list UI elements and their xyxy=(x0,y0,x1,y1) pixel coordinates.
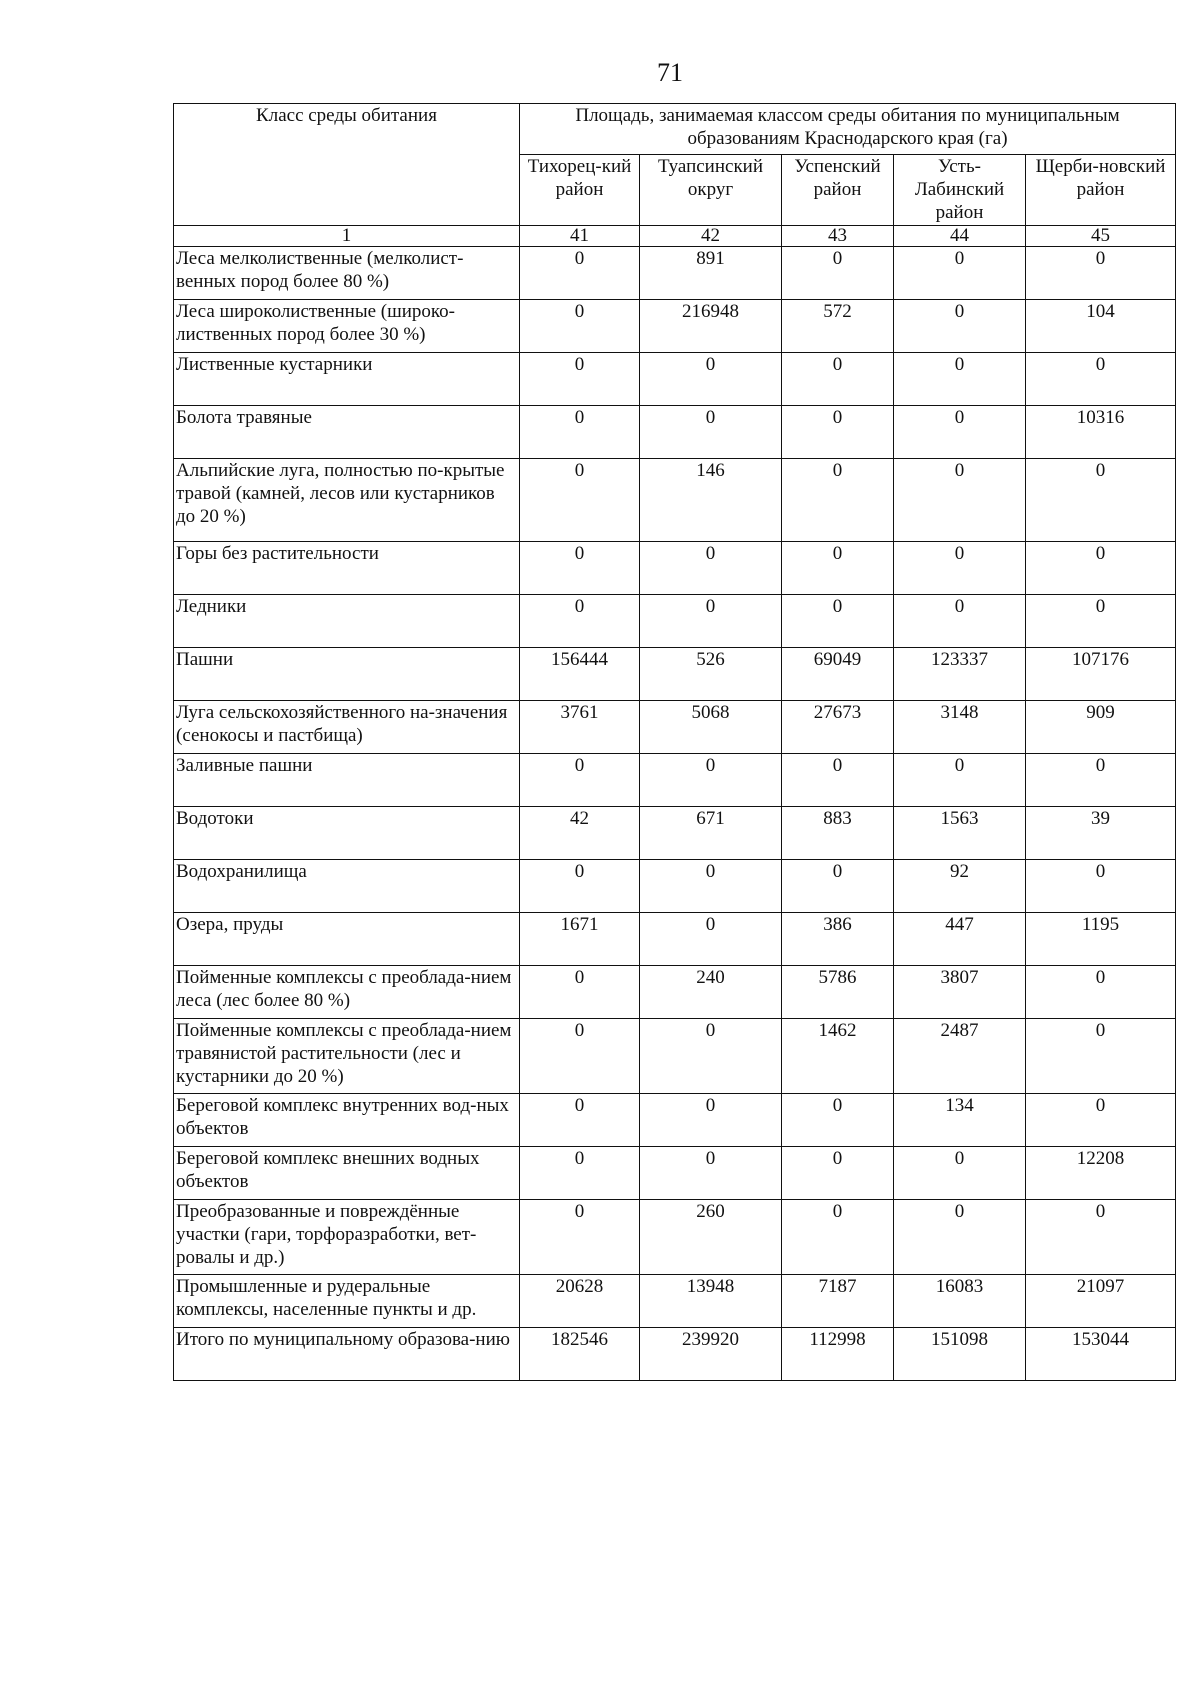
habitat-class-name: Промышленные и рудеральные комплексы, населенные пункты и др. xyxy=(174,1275,520,1328)
habitat-area-table xyxy=(173,103,1176,1381)
table-body xyxy=(174,226,1176,1381)
class-column-header: Класс среды обитания xyxy=(174,104,520,226)
area-value: 0 xyxy=(894,406,1026,459)
area-value: 0 xyxy=(782,459,894,542)
area-value: 0 xyxy=(1026,1019,1176,1094)
area-group-header: Площадь, занимаемая классом среды обитания по муниципальным образованиям Краснодарского края (га) xyxy=(520,104,1176,155)
column-number: 45 xyxy=(1026,226,1176,247)
habitat-class-name: Преобразованные и повреждённые участки (гари, торфоразработки, вет-ровалы и др.) xyxy=(174,1200,520,1275)
table-row xyxy=(174,1019,1176,1094)
habitat-class-name: Пойменные комплексы с преоблада-нием травянистой растительности (лес и кустарники до 20 %) xyxy=(174,1019,520,1094)
area-value: 883 xyxy=(782,807,894,860)
total-value: 151098 xyxy=(894,1328,1026,1381)
area-value: 3807 xyxy=(894,966,1026,1019)
habitat-class-name: Альпийские луга, полностью по-крытые травой (камней, лесов или кустарников до 20 %) xyxy=(174,459,520,542)
area-value: 0 xyxy=(1026,860,1176,913)
table-row xyxy=(174,300,1176,353)
area-value: 0 xyxy=(894,595,1026,648)
area-value: 20628 xyxy=(520,1275,640,1328)
area-value: 0 xyxy=(894,247,1026,300)
area-value: 134 xyxy=(894,1094,1026,1147)
area-value: 107176 xyxy=(1026,648,1176,701)
area-value: 447 xyxy=(894,913,1026,966)
area-value: 146 xyxy=(640,459,782,542)
table-row xyxy=(174,860,1176,913)
area-value: 0 xyxy=(640,860,782,913)
habitat-class-name: Лиственные кустарники xyxy=(174,353,520,406)
table-row xyxy=(174,1200,1176,1275)
area-value: 0 xyxy=(782,754,894,807)
habitat-class-name: Леса широколиственные (широко-лиственных пород более 30 %) xyxy=(174,300,520,353)
area-value: 0 xyxy=(1026,1094,1176,1147)
total-label: Итого по муниципальному образова-нию xyxy=(174,1328,520,1381)
area-value: 5786 xyxy=(782,966,894,1019)
column-number: 43 xyxy=(782,226,894,247)
area-value: 0 xyxy=(520,1094,640,1147)
column-number: 42 xyxy=(640,226,782,247)
habitat-class-name: Озера, пруды xyxy=(174,913,520,966)
area-value: 0 xyxy=(640,595,782,648)
area-value: 5068 xyxy=(640,701,782,754)
column-header-tikhoretsk: Тихорец-кий район xyxy=(520,155,640,226)
area-value: 0 xyxy=(1026,595,1176,648)
area-value: 0 xyxy=(894,1147,1026,1200)
area-value: 0 xyxy=(894,300,1026,353)
area-value: 0 xyxy=(894,542,1026,595)
area-value: 216948 xyxy=(640,300,782,353)
column-number: 41 xyxy=(520,226,640,247)
area-value: 0 xyxy=(520,1200,640,1275)
table-row xyxy=(174,701,1176,754)
habitat-class-name: Луга сельскохозяйственного на-значения (сенокосы и пастбища) xyxy=(174,701,520,754)
area-value: 0 xyxy=(1026,754,1176,807)
table-row xyxy=(174,754,1176,807)
area-value: 27673 xyxy=(782,701,894,754)
table-row xyxy=(174,353,1176,406)
area-value: 92 xyxy=(894,860,1026,913)
area-value: 1563 xyxy=(894,807,1026,860)
area-value: 526 xyxy=(640,648,782,701)
area-value: 2487 xyxy=(894,1019,1026,1094)
habitat-class-name: Горы без растительности xyxy=(174,542,520,595)
habitat-class-name: Водотоки xyxy=(174,807,520,860)
column-header-uspensky: Успенский район xyxy=(782,155,894,226)
habitat-class-name: Водохранилища xyxy=(174,860,520,913)
area-value: 0 xyxy=(1026,542,1176,595)
habitat-class-name: Пойменные комплексы с преоблада-нием леса (лес более 80 %) xyxy=(174,966,520,1019)
area-value: 69049 xyxy=(782,648,894,701)
area-value: 0 xyxy=(520,966,640,1019)
area-value: 891 xyxy=(640,247,782,300)
area-value: 21097 xyxy=(1026,1275,1176,1328)
area-value: 0 xyxy=(894,754,1026,807)
area-value: 1671 xyxy=(520,913,640,966)
area-value: 123337 xyxy=(894,648,1026,701)
area-value: 0 xyxy=(782,595,894,648)
total-value: 153044 xyxy=(1026,1328,1176,1381)
area-value: 0 xyxy=(520,1019,640,1094)
column-number-row xyxy=(174,226,1176,247)
area-value: 10316 xyxy=(1026,406,1176,459)
area-value: 0 xyxy=(782,542,894,595)
area-value: 0 xyxy=(1026,966,1176,1019)
area-value: 0 xyxy=(520,1147,640,1200)
table-row xyxy=(174,1147,1176,1200)
area-value: 156444 xyxy=(520,648,640,701)
habitat-class-name: Заливные пашни xyxy=(174,754,520,807)
area-value: 0 xyxy=(520,247,640,300)
area-value: 671 xyxy=(640,807,782,860)
total-value: 239920 xyxy=(640,1328,782,1381)
area-value: 0 xyxy=(520,459,640,542)
area-value: 260 xyxy=(640,1200,782,1275)
area-value: 39 xyxy=(1026,807,1176,860)
area-value: 0 xyxy=(782,860,894,913)
area-value: 7187 xyxy=(782,1275,894,1328)
area-value: 909 xyxy=(1026,701,1176,754)
area-value: 0 xyxy=(520,860,640,913)
area-value: 0 xyxy=(894,353,1026,406)
area-value: 1195 xyxy=(1026,913,1176,966)
area-value: 0 xyxy=(782,353,894,406)
table-row xyxy=(174,542,1176,595)
table-row xyxy=(174,966,1176,1019)
table-row xyxy=(174,406,1176,459)
column-header-shcherbinovsky: Щерби-новский район xyxy=(1026,155,1176,226)
table-row xyxy=(174,459,1176,542)
column-number: 44 xyxy=(894,226,1026,247)
area-value: 3761 xyxy=(520,701,640,754)
area-value: 0 xyxy=(782,406,894,459)
area-value: 13948 xyxy=(640,1275,782,1328)
table-row xyxy=(174,1094,1176,1147)
area-value: 0 xyxy=(640,1019,782,1094)
area-value: 0 xyxy=(1026,459,1176,542)
area-value: 0 xyxy=(520,406,640,459)
area-value: 0 xyxy=(640,1094,782,1147)
total-value: 182546 xyxy=(520,1328,640,1381)
habitat-class-name: Болота травяные xyxy=(174,406,520,459)
page-number: 71 xyxy=(657,58,683,87)
table-row xyxy=(174,807,1176,860)
area-value: 386 xyxy=(782,913,894,966)
habitat-class-name: Береговой комплекс внутренних вод-ных объектов xyxy=(174,1094,520,1147)
area-value: 12208 xyxy=(1026,1147,1176,1200)
area-value: 0 xyxy=(640,542,782,595)
area-value: 0 xyxy=(640,913,782,966)
area-value: 0 xyxy=(782,1147,894,1200)
area-value: 0 xyxy=(520,754,640,807)
area-value: 240 xyxy=(640,966,782,1019)
area-value: 0 xyxy=(1026,247,1176,300)
habitat-class-name: Ледники xyxy=(174,595,520,648)
area-value: 1462 xyxy=(782,1019,894,1094)
area-value: 0 xyxy=(1026,353,1176,406)
area-value: 0 xyxy=(520,542,640,595)
area-value: 3148 xyxy=(894,701,1026,754)
area-value: 0 xyxy=(640,1147,782,1200)
area-value: 0 xyxy=(640,406,782,459)
table-row xyxy=(174,648,1176,701)
area-value: 0 xyxy=(520,353,640,406)
area-value: 16083 xyxy=(894,1275,1026,1328)
habitat-class-name: Береговой комплекс внешних водных объектов xyxy=(174,1147,520,1200)
area-value: 0 xyxy=(640,754,782,807)
area-value: 0 xyxy=(894,1200,1026,1275)
area-value: 42 xyxy=(520,807,640,860)
table-row xyxy=(174,595,1176,648)
table-row xyxy=(174,913,1176,966)
area-value: 0 xyxy=(640,353,782,406)
column-header-ust-labinsk: Усть-Лабинский район xyxy=(894,155,1026,226)
area-value: 0 xyxy=(782,1094,894,1147)
habitat-class-name: Пашни xyxy=(174,648,520,701)
total-value: 112998 xyxy=(782,1328,894,1381)
habitat-class-name: Леса мелколиственные (мелколист-венных пород более 80 %) xyxy=(174,247,520,300)
area-value: 0 xyxy=(782,1200,894,1275)
area-value: 0 xyxy=(520,300,640,353)
area-value: 572 xyxy=(782,300,894,353)
area-value: 104 xyxy=(1026,300,1176,353)
area-value: 0 xyxy=(520,595,640,648)
area-value: 0 xyxy=(894,459,1026,542)
area-value: 0 xyxy=(782,247,894,300)
table-row xyxy=(174,247,1176,300)
area-value: 0 xyxy=(1026,1200,1176,1275)
column-header-tuapse: Туапсинский округ xyxy=(640,155,782,226)
table-row xyxy=(174,1275,1176,1328)
column-number: 1 xyxy=(174,226,520,247)
table-row-total xyxy=(174,1328,1176,1381)
